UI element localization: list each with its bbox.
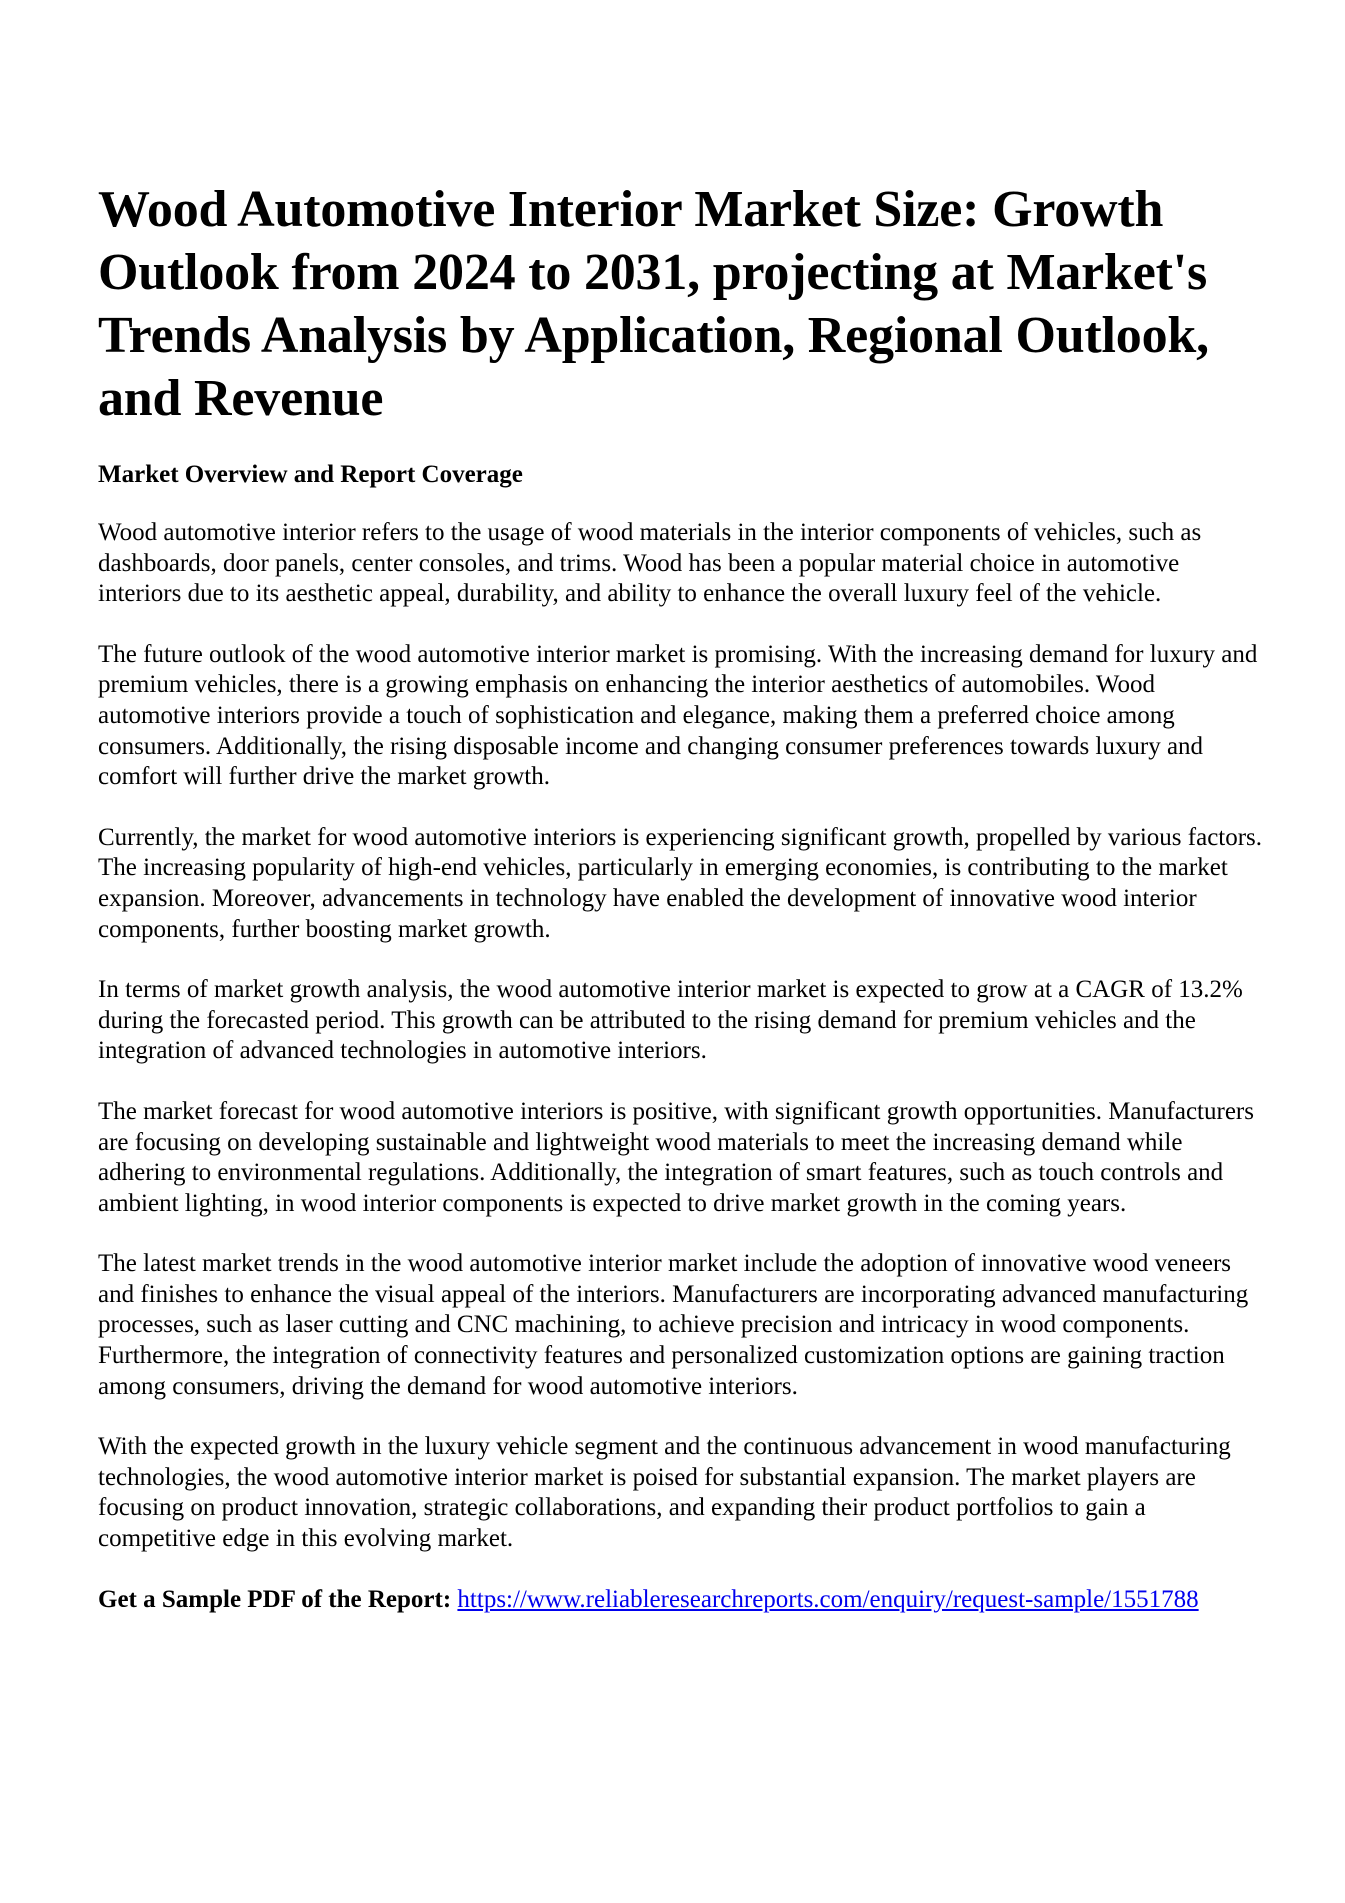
paragraph-market-forecast: The market forecast for wood automotive interiors is positive, with significant growth opportunities. Manufacturers are focusing on developing sustainable and lightweight wood materials to meet the increasing demand while adhering to environmental regulations. Additionally, the integration of smart features, such as touch controls and ambient lighting, in wood interior components is expected to drive market growth in the coming years. bbox=[98, 1097, 1254, 1217]
cta-label: Get a Sample PDF of the Report: bbox=[98, 1585, 452, 1613]
paragraph-growth-analysis: In terms of market growth analysis, the wood automotive interior market is expected to grow at a CAGR of 13.2% during the forecasted period. This growth can be attributed to the rising demand for premium vehicles and the integration of advanced technologies in automotive interiors. bbox=[98, 976, 1243, 1065]
paragraph-future-outlook: The future outlook of the wood automotive interior market is promising. With the increasing demand for luxury and premium vehicles, there is a growing emphasis on enhancing the interior aesthetics of automobiles. Wood automotive interiors provide a touch of sophistication and elegance, making them a preferred choice among consumers. Additionally, the rising disposable income and changing consumer preferences towards luxury and comfort will further drive the market growth. bbox=[98, 640, 1258, 791]
paragraph-current-market: Currently, the market for wood automotive interiors is experiencing significant growth, propelled by various factors. The increasing popularity of high-end vehicles, particularly in emerging economies, is contributing to the market expansion. Moreover, advancements in technology have enabled the development of innovative wood interior components, further boosting market growth. bbox=[98, 823, 1263, 943]
sample-pdf-cta bbox=[98, 1585, 1263, 1616]
section-heading: Market Overview and Report Coverage bbox=[98, 461, 523, 488]
paragraph-conclusion: With the expected growth in the luxury vehicle segment and the continuous advancement in wood manufacturing technologies, the wood automotive interior market is poised for substantial expansion. The market players are focusing on product innovation, strategic collaborations, and expanding their product portfolios to gain a competitive edge in this evolving market. bbox=[98, 1433, 1231, 1553]
sample-pdf-link[interactable]: https://www.reliableresearchreports.com/enquiry/request-sample/1551788 bbox=[457, 1585, 1199, 1613]
document-page bbox=[98, 178, 1263, 1645]
paragraph-latest-trends: The latest market trends in the wood automotive interior market include the adoption of innovative wood veneers and finishes to enhance the visual appeal of the interiors. Manufacturers are incorporating advanced manufacturing processes, such as laser cutting and CNC machining, to achieve precision and intricacy in wood components. Furthermore, the integration of connectivity features and personalized customization options are gaining traction among consumers, driving the demand for wood automotive interiors. bbox=[98, 1250, 1249, 1400]
paragraph-definition: Wood automotive interior refers to the usage of wood materials in the interior components of vehicles, such as dashboards, door panels, center consoles, and trims. Wood has been a popular material choice in automotive interiors due to its aesthetic appeal, durability, and ability to enhance the overall luxury feel of the vehicle. bbox=[98, 519, 1202, 608]
page-title: Wood Automotive Interior Market Size: Growth Outlook from 2024 to 2031, projecting at Market's Trends Analysis by Application, Regional Outlook, and Revenue bbox=[98, 181, 1209, 427]
